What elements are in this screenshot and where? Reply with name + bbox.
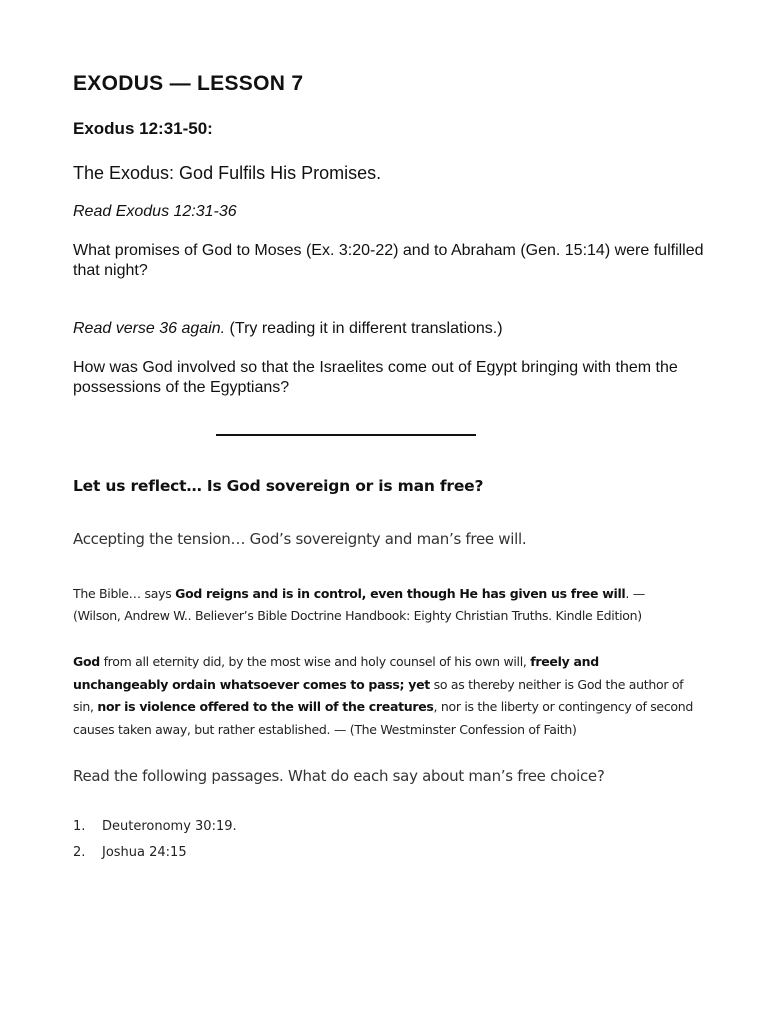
list-reference: Joshua 24:15 [102,845,187,860]
section-divider [216,434,476,436]
quote2-bold-3: nor is violence offered to the will of the creatures [97,699,434,714]
quote1-citation: . — (Wilson, Andrew W.. Believer’s Bible Doctrine Handbook: Eighty Christian Truths. Kindle Edition) [73,586,645,623]
list-number: 2. [73,845,86,860]
tension-statement: Accepting the tension… God’s sovereignty and man’s free will. [73,530,527,548]
quote2-text-3: , nor is the liberty or contingency of second causes taken away, but rather established. — (The Westminster Confession of Faith) [73,699,693,737]
reflection-heading: Let us reflect… Is God sovereign or is man free? [73,477,484,495]
read-again-instruction [73,320,713,338]
read-instruction: Read Exodus 12:31-36 [73,203,237,220]
quote1-emphasis: God reigns and is in control, even though He has given us free will [175,586,626,601]
list-reference: Deuteronomy 30:19. [102,819,237,834]
lesson-subtitle: The Exodus: God Fulfils His Promises. [73,163,382,183]
quote2-text-2: so as thereby neither is God the author of sin, [73,676,684,714]
quote-wilson [73,583,693,627]
quote2-bold-1: God [73,654,100,669]
list-number: 1. [73,819,86,834]
passages-prompt: Read the following passages. What do each say about man’s free choice? [73,767,605,785]
question-1: What promises of God to Moses (Ex. 3:20-22) and to Abraham (Gen. 15:14) were fulfilled that night? [73,242,704,279]
question-2: How was God involved so that the Israelites come out of Egypt bringing with them the possessions of the Egyptians? [73,359,678,396]
list-item [73,815,713,841]
quote2-bold-2: freely and unchangeably ordain whatsoever comes to pass; yet [73,654,599,692]
read-again-italic: Read verse 36 again. [73,320,226,337]
quote-westminster [73,651,693,741]
list-item [73,841,713,867]
passage-reference: Exodus 12:31-50: [73,119,213,138]
quote1-intro: The Bible… says [73,586,176,601]
passage-list [73,815,713,867]
read-again-note: (Try reading it in different translations.) [225,320,503,337]
lesson-title: EXODUS — LESSON 7 [73,72,304,95]
quote2-text-1: from all eternity did, by the most wise and holy counsel of his own will, [99,654,531,669]
